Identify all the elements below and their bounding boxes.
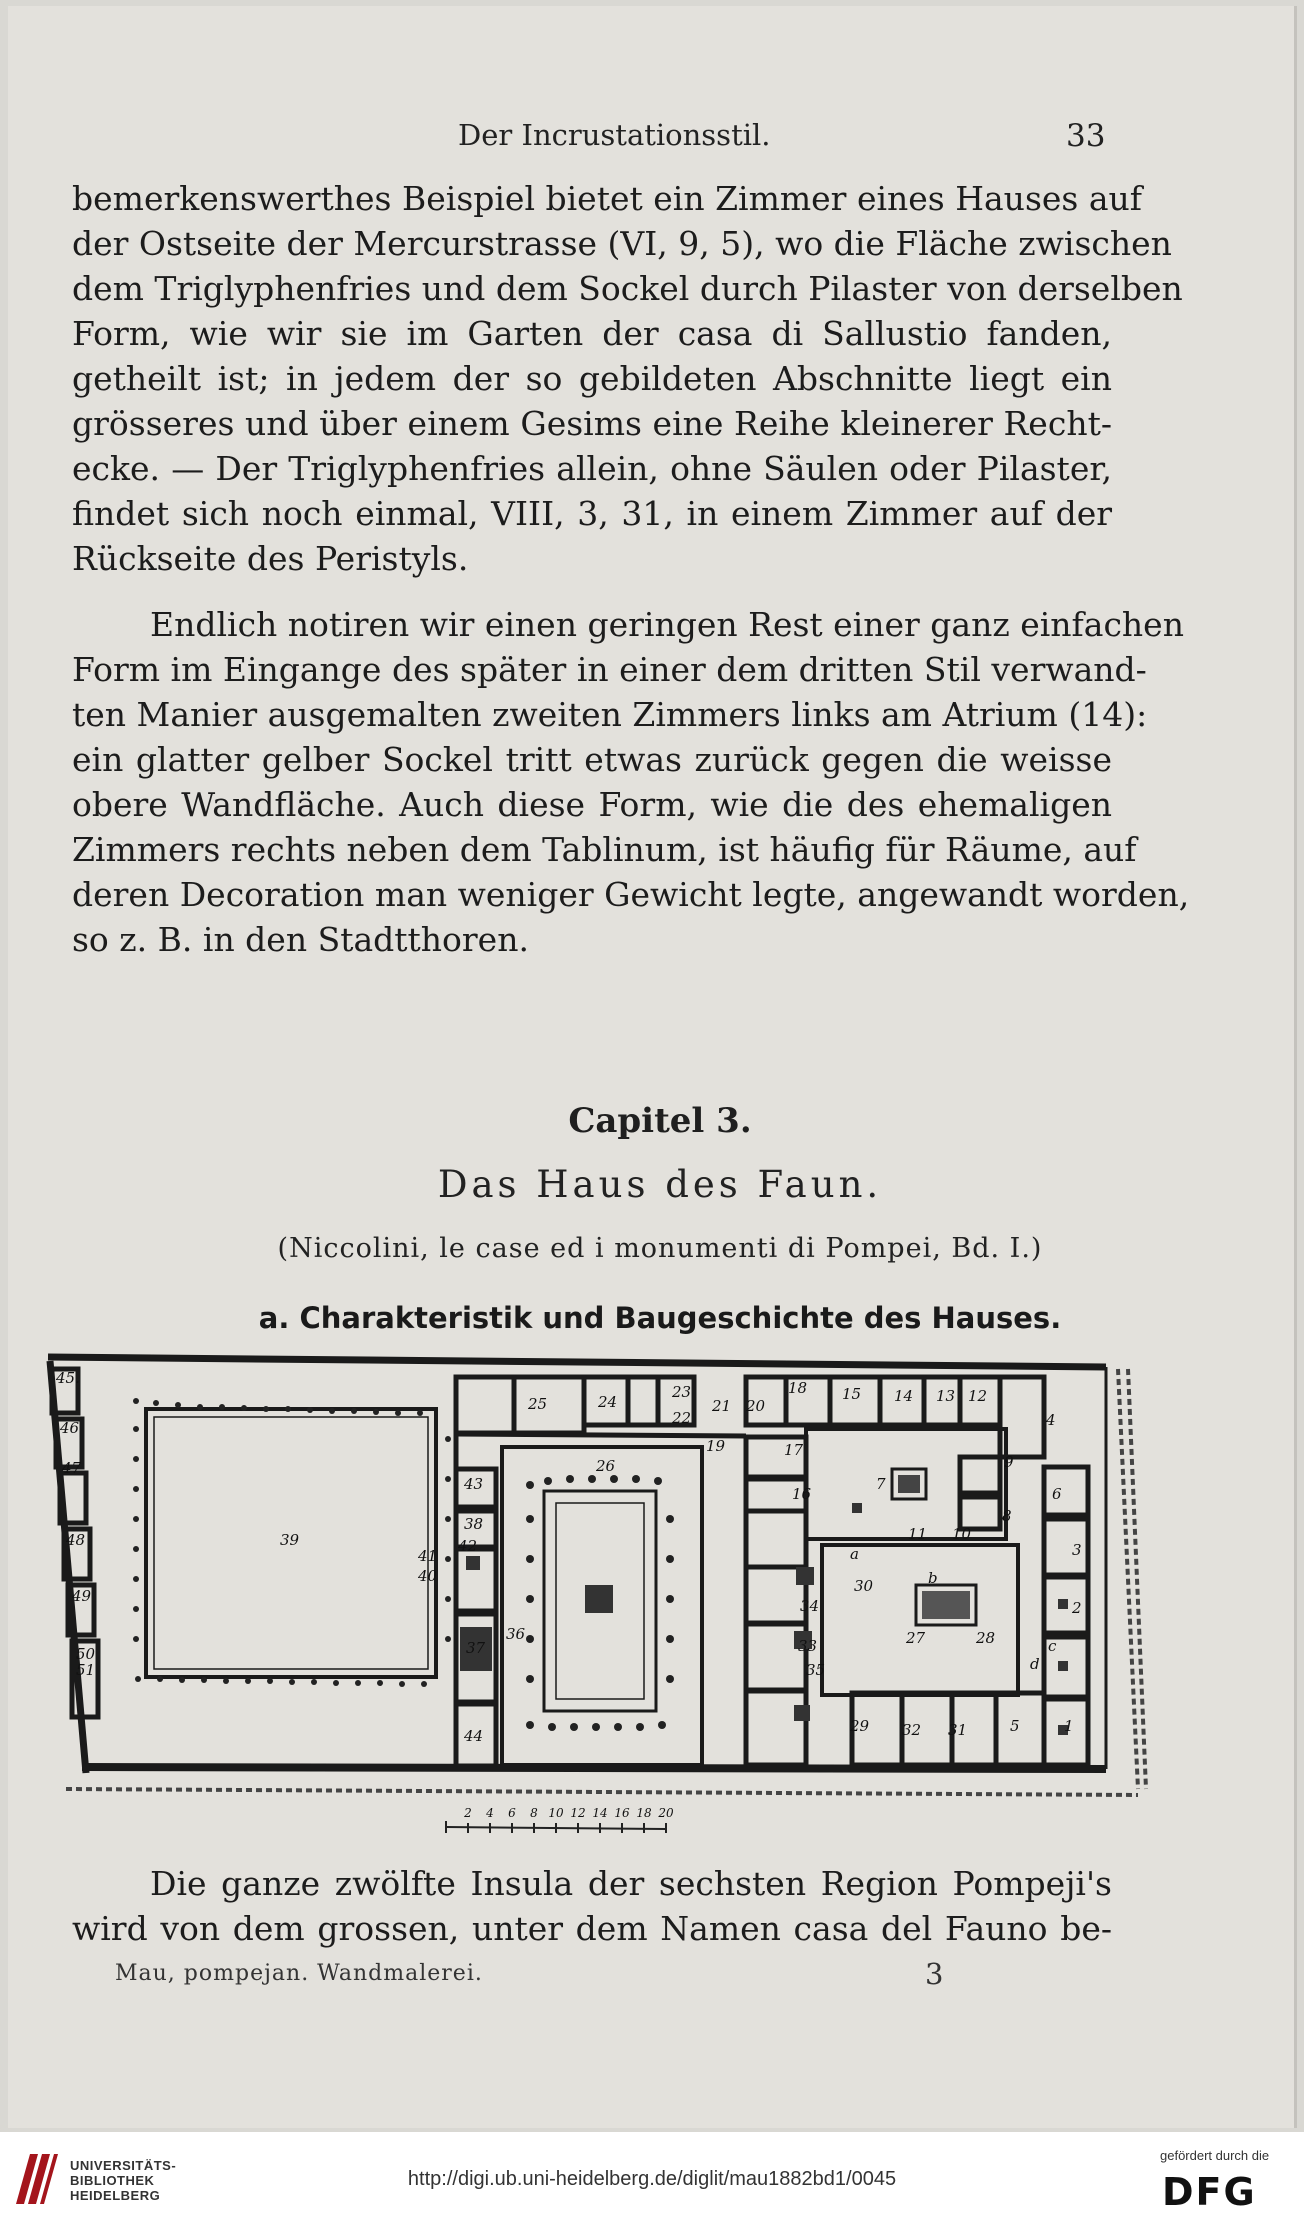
plan-label: 41 [418, 1547, 438, 1565]
plan-label: 30 [854, 1577, 874, 1595]
text-line: wird von dem grossen, unter dem Namen casa del Fauno be- [72, 1909, 1112, 1948]
text-line: ein glatter gelber Sockel tritt etwas zurück gegen die weisse [72, 740, 1112, 779]
text-line: ecke. — Der Triglyphenfries allein, ohne Säulen oder Pilaster, [72, 449, 1112, 488]
scale-tick: 18 [636, 1806, 652, 1820]
plan-label: 15 [842, 1385, 862, 1403]
plan-label: 23 [672, 1383, 692, 1401]
plan-label: 6 [1052, 1485, 1062, 1503]
logo-line: BIBLIOTHEK [70, 2173, 155, 2188]
plan-label: 43 [464, 1475, 484, 1493]
text-line: findet sich noch einmal, VIII, 3, 31, in einem Zimmer auf der [72, 494, 1112, 533]
scale-bar [446, 1806, 674, 1833]
plan-label: 31 [948, 1721, 968, 1739]
page-number: 33 [1066, 118, 1106, 154]
text-line: deren Decoration man weniger Gewicht legte, angewandt worden, [72, 875, 1190, 914]
book-page [8, 6, 1297, 2128]
plan-label: 3 [1072, 1541, 1082, 1559]
plan-label: a [850, 1545, 859, 1563]
plan-label: 45. [56, 1369, 80, 1387]
scale-tick: 12 [570, 1806, 586, 1820]
plan-label: 21 [712, 1397, 732, 1415]
plan-label: 22 [672, 1409, 692, 1427]
scale-tick: 10 [548, 1806, 564, 1820]
chapter-title: Das Haus des Faun. [437, 1163, 883, 1206]
running-head: Der Incrustationsstil. [458, 118, 771, 152]
paragraph-1 [72, 176, 1183, 581]
plan-label: 39 [280, 1531, 300, 1549]
plan-label: 34 [800, 1597, 820, 1615]
text-line: grösseres und über einem Gesims eine Reihe kleinerer Recht- [72, 404, 1112, 443]
text-line: ten Manier ausgemalten zweiten Zimmers links am Atrium (14): [72, 695, 1148, 734]
chapter-reference: (Niccolini, le case ed i monumenti di Pompei, Bd. I.) [277, 1233, 1043, 1264]
text-line: obere Wandfläche. Auch diese Form, wie die des ehemaligen [72, 785, 1112, 824]
floor-plan [46, 1349, 1156, 1869]
plan-label: 8 [1002, 1507, 1012, 1525]
plan-label: 17 [784, 1441, 804, 1459]
logo-line: UNIVERSITÄTS- [70, 2158, 177, 2173]
scale-tick: 8 [530, 1806, 538, 1820]
plan-label: 28 [976, 1629, 996, 1647]
text-line: dem Triglyphenfries und dem Sockel durch Pilaster von derselben [72, 269, 1183, 308]
scale-tick: 2 [464, 1806, 472, 1820]
text-line: Form, wie wir sie im Garten der casa di Sallustio fanden, [72, 314, 1112, 353]
scale-tick: 16 [614, 1806, 630, 1820]
text-line: bemerkenswerthes Beispiel bietet ein Zimmer eines Hauses auf [72, 179, 1142, 218]
plan-label: 50 [76, 1645, 96, 1663]
plan-label: 2 [1072, 1599, 1082, 1617]
plan-label: 26 [596, 1457, 616, 1475]
plan-label: 46 [60, 1419, 80, 1437]
scale-tick: 14 [592, 1806, 608, 1820]
plan-label: 37 [466, 1639, 486, 1657]
plan-label: 10 [952, 1525, 972, 1543]
plan-label: 51 [76, 1661, 96, 1679]
text-line: Rückseite des Peristyls. [72, 539, 469, 578]
chapter-number: Capitel 3. [568, 1101, 752, 1141]
text-line: Die ganze zwölfte Insula der sechsten Region Pompeji's [150, 1864, 1112, 1903]
plan-label: 42 [458, 1537, 478, 1555]
plan-label: 5 [1010, 1717, 1020, 1735]
plan-label: 36 [506, 1625, 526, 1643]
viewer-bottom-bar [0, 2132, 1304, 2225]
plan-label: c [1048, 1637, 1057, 1655]
scale-tick: 6 [508, 1806, 516, 1820]
permalink-url[interactable]: http://digi.ub.uni-heidelberg.de/diglit/mau1882bd1/0045 [407, 2168, 897, 2190]
plan-label: 18 [788, 1379, 808, 1397]
plan-label: 13 [936, 1387, 956, 1405]
plan-label: 12 [968, 1387, 988, 1405]
scale-tick: 20 [658, 1806, 674, 1820]
section-heading: a. Charakteristik und Baugeschichte des Hauses. [258, 1301, 1062, 1335]
plan-label: 29 [850, 1717, 870, 1735]
plan-label: 7 [876, 1475, 886, 1493]
dfg-logo[interactable]: DFG [1162, 2170, 1257, 2214]
logo-line: HEIDELBERG [70, 2188, 161, 2203]
plan-label: 38 [464, 1515, 484, 1533]
paragraph-2 [72, 602, 1190, 962]
footer-signature-number: 3 [925, 1957, 944, 1991]
paragraph-3 [72, 1861, 1112, 1951]
plan-label: 1 [1064, 1717, 1074, 1735]
scale-tick: 4 [486, 1806, 494, 1820]
plan-label: 47 [62, 1459, 82, 1477]
plan-label: 25 [528, 1395, 548, 1413]
plan-label: 48 [66, 1531, 86, 1549]
plan-label: 11 [908, 1525, 928, 1543]
plan-label: 19 [706, 1437, 726, 1455]
plan-label: 49 [72, 1587, 92, 1605]
text-line: Zimmers rechts neben dem Tablinum, ist häufig für Räume, auf [72, 830, 1137, 869]
sponsor-label: gefördert durch die [1160, 2148, 1270, 2163]
impluvium-basin [585, 1585, 613, 1613]
plan-label: 33 [798, 1637, 818, 1655]
text-line: getheilt ist; in jedem der so gebildeten Abschnitte liegt ein [72, 359, 1112, 398]
text-line: Endlich notiren wir einen geringen Rest einer ganz einfachen [150, 605, 1184, 644]
text-line: der Ostseite der Mercurstrasse (VI, 9, 5), wo die Fläche zwischen [72, 224, 1172, 263]
plan-label: 27 [906, 1629, 926, 1647]
footer-signature: Mau, pompejan. Wandmalerei. [115, 1961, 483, 1986]
plan-label: 24 [598, 1393, 618, 1411]
plan-label: d [1030, 1655, 1040, 1673]
plan-label: 40 [418, 1567, 438, 1585]
plan-label: 20 [746, 1397, 766, 1415]
plan-label: 32 [902, 1721, 922, 1739]
plan-label: 14 [894, 1387, 914, 1405]
plan-label: 4 [1046, 1411, 1056, 1429]
text-line: so z. B. in den Stadtthoren. [72, 920, 529, 959]
plan-label: 44 [464, 1727, 484, 1745]
plan-label: 9 [1004, 1453, 1014, 1471]
plan-label: 35 [806, 1661, 826, 1679]
plan-label: b [928, 1569, 938, 1587]
plan-label: 16 [792, 1485, 812, 1503]
text-line: Form im Eingange des später in einer dem dritten Stil verwand- [72, 650, 1147, 689]
